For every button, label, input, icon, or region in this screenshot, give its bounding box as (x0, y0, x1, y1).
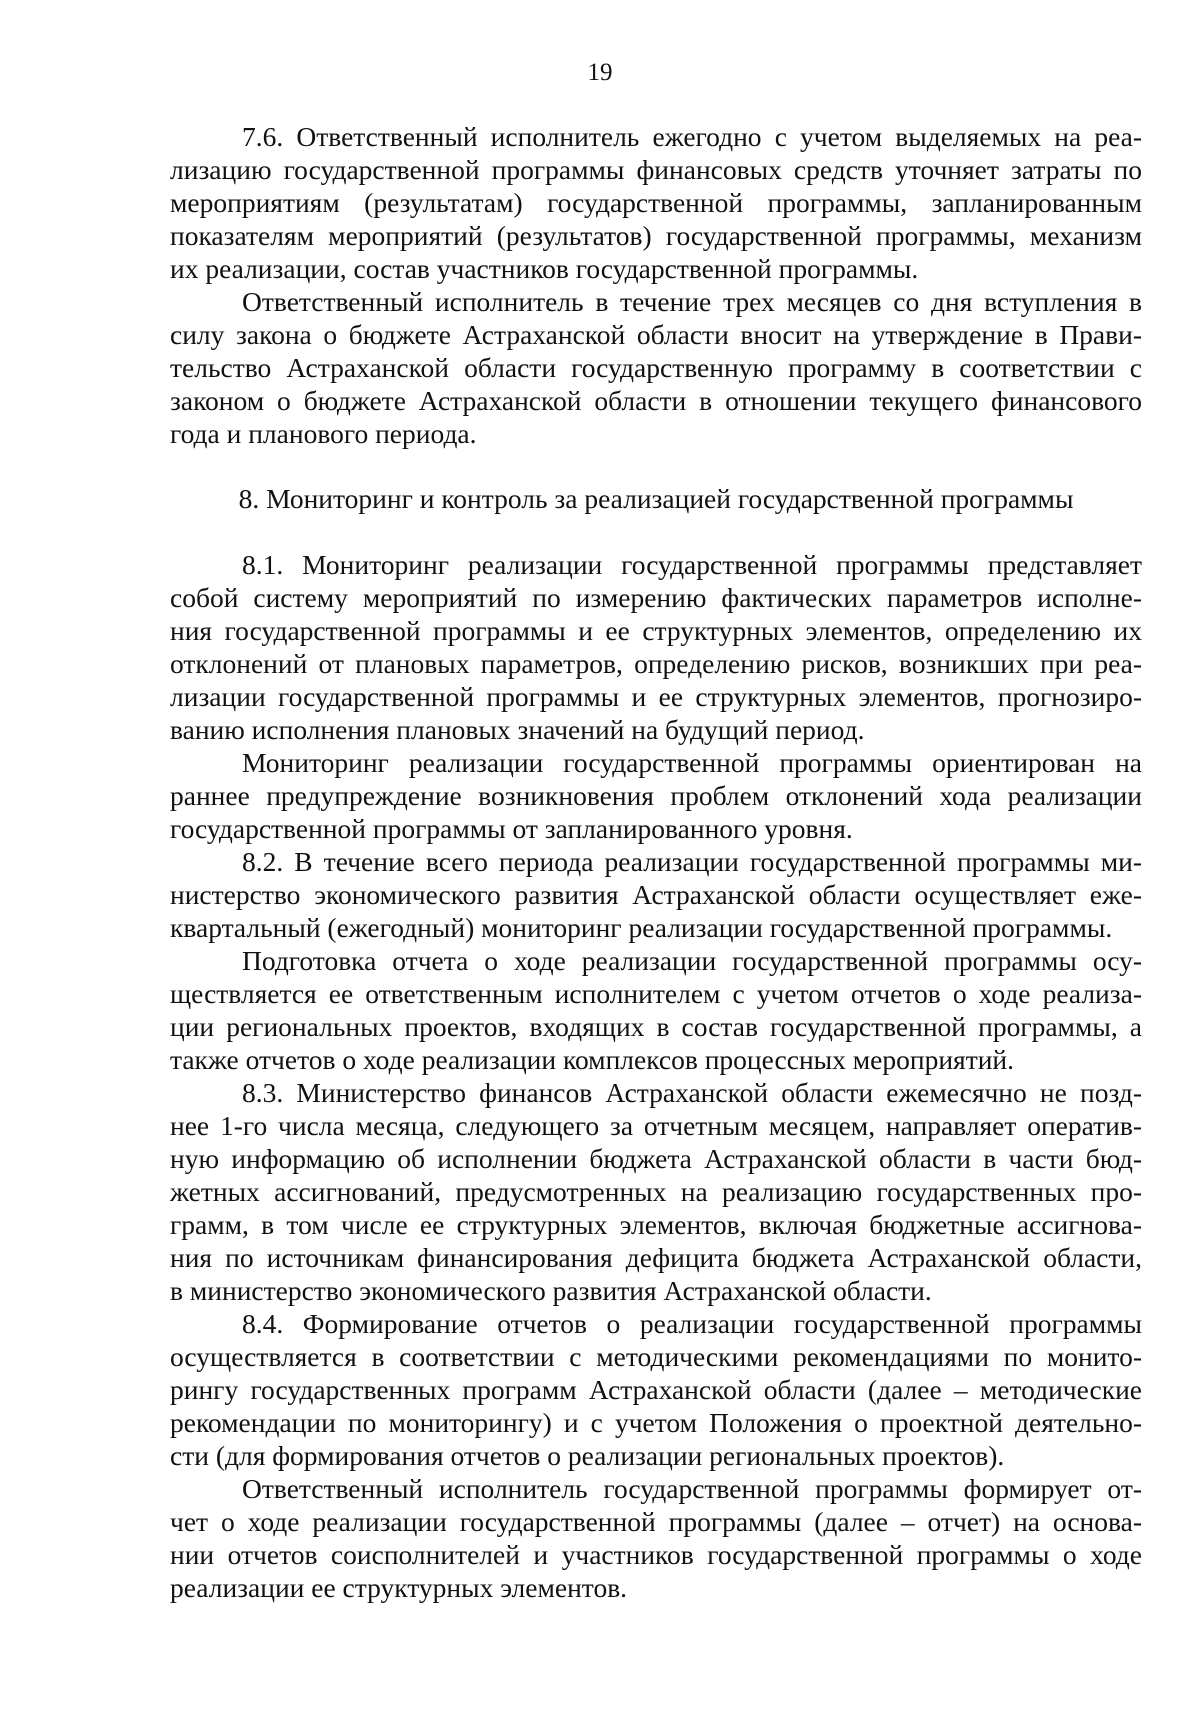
paragraph (170, 944, 1142, 1076)
text-line: 8.3. Министерство финансов Астраханской области ежемесячно не позд- (242, 1077, 1142, 1108)
text-line: ную информацию об исполнении бюджета Астраханской области в части бюд- (170, 1143, 1142, 1174)
text-line: 8.1. Мониторинг реализации государственной программы представляет (242, 549, 1142, 580)
text-line: Ответственный исполнитель в течение трех месяцев со дня вступления в (242, 286, 1142, 317)
text-line: Подготовка отчета о ходе реализации государственной программы осу- (242, 945, 1142, 976)
text-line: законом о бюджете Астраханской области в отношении текущего финансового (170, 385, 1142, 416)
text-line: показателям мероприятий (результатов) государственной программы, механизм (170, 220, 1142, 251)
text-line: ния государственной программы и ее структурных элементов, определению их (170, 615, 1142, 646)
text-line: ния по источникам финансирования дефицита бюджета Астраханской области, (170, 1242, 1142, 1273)
text-line: реализации ее структурных элементов. (170, 1572, 628, 1603)
paragraph (170, 746, 1142, 845)
text-line: ции региональных проектов, входящих в состав государственной программы, а (170, 1011, 1142, 1042)
paragraph (170, 1307, 1142, 1472)
text-line: года и планового периода. (170, 418, 477, 449)
text-line: тельство Астраханской области государственную программу в соответствии с (170, 352, 1142, 383)
text-line: в министерство экономического развития Астраханской области. (170, 1275, 932, 1306)
page-number: 19 (587, 59, 613, 86)
text-line: также отчетов о ходе реализации комплексов процессных мероприятий. (170, 1044, 1015, 1075)
text-line: осуществляется в соответствии с методическими рекомендациями по монито- (170, 1341, 1142, 1372)
text-line: грамм, в том числе ее структурных элементов, включая бюджетные ассигнова- (170, 1209, 1142, 1240)
paragraph (170, 120, 1142, 285)
text-line: собой систему мероприятий по измерению фактических параметров исполне- (170, 582, 1142, 613)
text-line: жетных ассигнований, предусмотренных на реализацию государственных про- (170, 1176, 1142, 1207)
text-line: чет о ходе реализации государственной программы (далее – отчет) на основа- (170, 1506, 1142, 1537)
text-line: лизации государственной программы и ее структурных элементов, прогнозиро- (170, 681, 1142, 712)
text-line: 8.2. В течение всего периода реализации государственной программы ми- (242, 846, 1142, 877)
text-line: рингу государственных программ Астраханской области (далее – методические (170, 1374, 1142, 1405)
text-line: квартальный (ежегодный) мониторинг реализации государственной программы. (170, 912, 1113, 943)
text-line: Мониторинг реализации государственной программы ориентирован на (242, 747, 1142, 778)
paragraph (170, 1076, 1142, 1307)
text-block-bottom (170, 548, 1142, 1604)
text-line: силу закона о бюджете Астраханской области вносит на утверждение в Прави- (170, 319, 1142, 350)
text-line: раннее предупреждение возникновения проблем отклонений хода реализации (170, 780, 1142, 811)
text-line: государственной программы от запланированного уровня. (170, 813, 853, 844)
text-line: их реализации, состав участников государственной программы. (170, 253, 919, 284)
text-line: сти (для формирования отчетов о реализации региональных проектов). (170, 1440, 1005, 1471)
section-heading: 8. Мониторинг и контроль за реализацией государственной программы (238, 483, 1074, 514)
text-line: Ответственный исполнитель государственной программы формирует от- (242, 1473, 1142, 1504)
paragraph (170, 285, 1142, 450)
text-line: 8.4. Формирование отчетов о реализации государственной программы (242, 1308, 1142, 1339)
paragraph (170, 1472, 1142, 1604)
text-line: отклонений от плановых параметров, определению рисков, возникших при реа- (170, 648, 1142, 679)
text-line: 7.6. Ответственный исполнитель ежегодно с учетом выделяемых на реа- (242, 121, 1142, 152)
text-line: нее 1-го числа месяца, следующего за отчетным месяцем, направляет оператив- (170, 1110, 1142, 1141)
text-line: лизацию государственной программы финансовых средств уточняет затраты по (170, 154, 1142, 185)
text-line: нистерство экономического развития Астраханской области осуществляет еже- (170, 879, 1142, 910)
text-line: рекомендации по мониторингу) и с учетом Положения о проектной деятельно- (170, 1407, 1142, 1438)
text-line: ществляется ее ответственным исполнителем с учетом отчетов о ходе реализа- (170, 978, 1142, 1009)
text-block-top (170, 120, 1142, 450)
paragraph (170, 845, 1142, 944)
text-line: ванию исполнения плановых значений на будущий период. (170, 714, 865, 745)
paragraph (170, 548, 1142, 746)
text-line: мероприятиям (результатам) государственной программы, запланированным (170, 187, 1142, 218)
text-line: нии отчетов соисполнителей и участников государственной программы о ходе (170, 1539, 1142, 1570)
